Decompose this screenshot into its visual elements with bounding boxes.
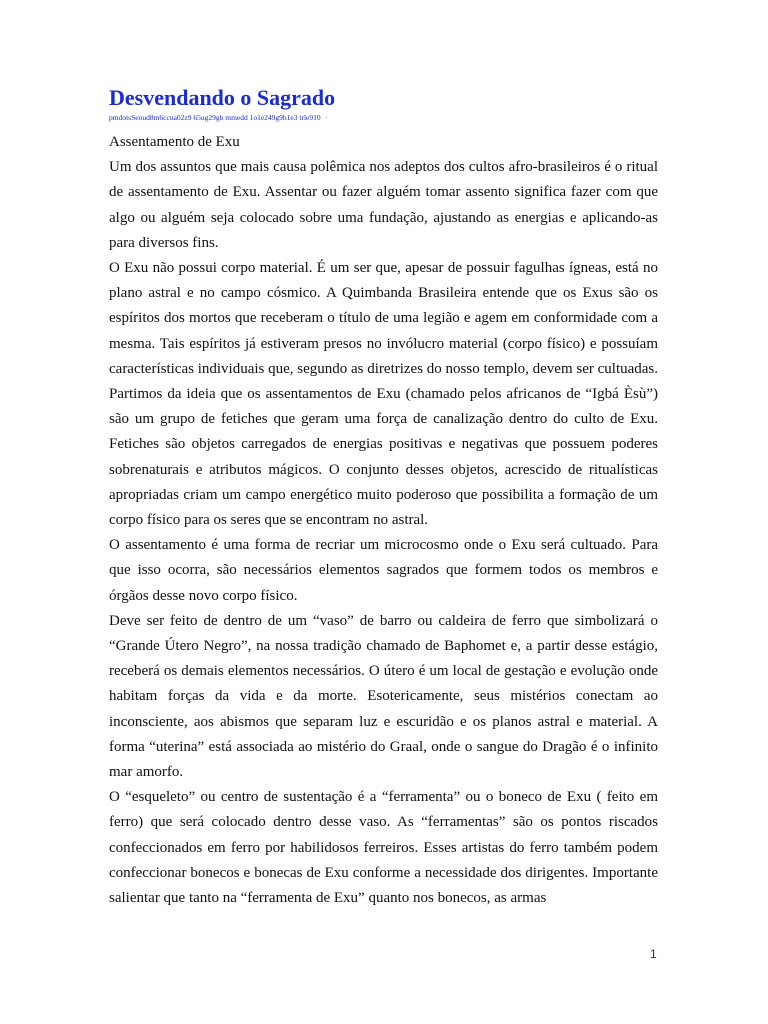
subtitle-code-text: pmdotsSeoud8m6ccua02z9 65ug29gb mmedd 1o1e249g9h1e3 trle910 <box>109 113 321 122</box>
page-number: 1 <box>650 947 657 961</box>
document-body <box>109 130 658 911</box>
paragraph: O Exu não possui corpo material. É um ser que, apesar de possuir fagulhas ígneas, está no plano astral e no campo cósmico. A Quimbanda Brasileira entende que os Exus são os espíritos dos mortos que receberam o título de uma legião e agem em conformidade com a mesma. Tais espíritos já estiveram presos no invólucro material (corpo físico) e possuíam características individuais que, segundo as diretrizes do nosso templo, devem ser cultuadas. <box>109 260 659 377</box>
document-title: Desvendando o Sagrado <box>109 85 336 110</box>
document-subtitle-code <box>109 113 328 123</box>
paragraph: Partimos da ideia que os assentamentos de Exu (chamado pelos africanos de “Igbá Èsù”) são um grupo de fetiches que geram uma força de canalização dentro do culto de Exu. Fetiches são objetos carregados de energias positivas e negativas que possuem poderes sobrenaturais e atributos mágicos. O conjunto desses objetos, acrescido de ritualísticas apropriadas criam um campo energético muito poderoso que possibilita a formação de um corpo físico para os seres que se encontram no astral. <box>109 386 658 529</box>
paragraph: O assentamento é uma forma de recriar um microcosmo onde o Exu será cultuado. Para que isso ocorra, são necessários elementos sagrados que formem todos os membros e órgãos desse novo corpo físico. <box>109 537 658 604</box>
paragraph: Um dos assuntos que mais causa polêmica nos adeptos dos cultos afro-brasileiros é o ritual de assentamento de Exu. Assentar ou fazer alguém tomar assento significa fazer com que algo ou alguém seja colocado sobre uma fundação, ajustando as energias e aplicando-as para diversos fins. <box>109 159 658 251</box>
paragraph: Deve ser feito de dentro de um “vaso” de barro ou caldeira de ferro que simbolizará o “Grande Útero Negro”, na nossa tradição chamado de Baphomet e, a partir desse estágio, receberá os demais elementos necessários. O útero é um local de gestação e evolução onde habitam forças da vida e da morte. Esotericamente, seus mistérios conectam ao inconsciente, aos abismos que separam luz e escuridão e os planos astral e material. A forma “uterina” está associada ao mistério do Graal, onde o sangue do Dragão é o infinito mar amorfo. <box>109 612 658 781</box>
section-heading: Assentamento de Exu <box>109 134 240 150</box>
subtitle-mark: · <box>325 113 329 122</box>
paragraph: O “esqueleto” ou centro de sustentação é a “ferramenta” ou o boneco de Exu ( feito em ferro) que será colocado dentro desse vaso. As “ferramentas” são os pontos riscados confeccionados em ferro por habilidosos ferreiros. Esses artistas do ferro também podem confeccionar bonecos e bonecas de Exu conforme a necessidade dos dirigentes. Importante salientar que tanto na “ferramenta de Exu” quanto nos bonecos, as armas <box>109 789 658 907</box>
